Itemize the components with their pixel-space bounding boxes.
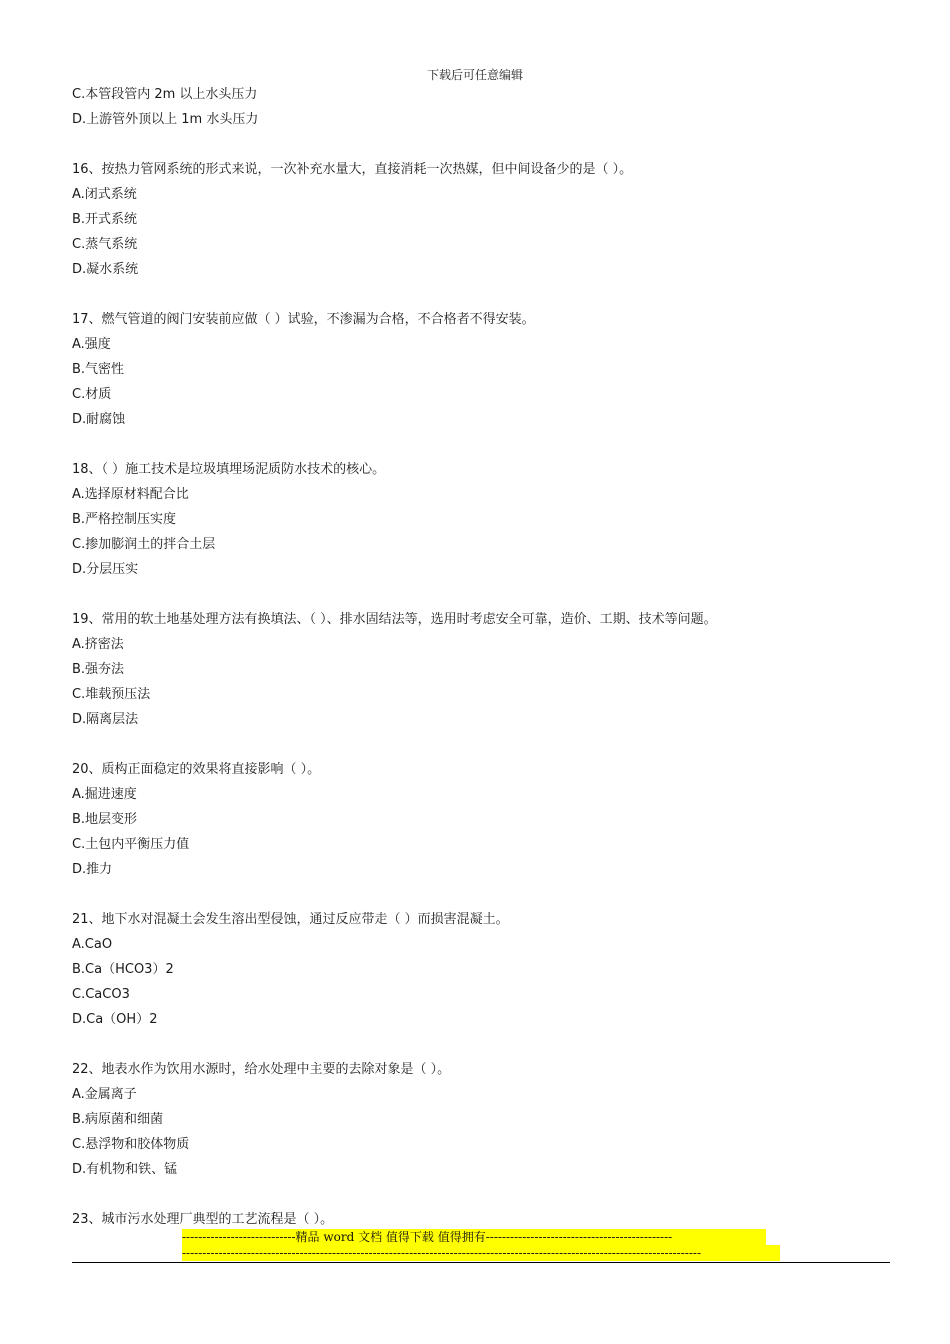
option-line: A.选择原材料配合比 (72, 487, 189, 502)
question-block (72, 309, 892, 434)
question-stem: 19、常用的软土地基处理方法有换填法、（ ）、排水固结法等，选用时考虑安全可靠，造价、工期、技术等问题。 (72, 612, 717, 627)
option-line: D.推力 (72, 862, 113, 877)
option-line: C.悬浮物和胶体物质 (72, 1137, 190, 1152)
question-stem: 18、（ ）施工技术是垃圾填埋场泥质防水技术的核心。 (72, 462, 386, 477)
question-block (72, 159, 892, 284)
option-line: B.病原菌和细菌 (72, 1112, 164, 1127)
question-stem: 22、地表水作为饮用水源时，给水处理中主要的去除对象是（ ）。 (72, 1062, 451, 1077)
footer-banner (182, 1229, 780, 1261)
question-block (72, 759, 892, 884)
document-body (72, 84, 892, 1234)
footer-divider (72, 1262, 890, 1263)
banner-line: ----------------------------精品 word 文档 值得下载 值得拥有---------------------------------------------- (182, 1229, 766, 1245)
question-block (72, 1059, 892, 1184)
option-line: D.上游管外顶以上 1m 水头压力 (72, 112, 259, 127)
option-line: A.金属离子 (72, 1087, 137, 1102)
option-line: C.本管段管内 2m 以上水头压力 (72, 87, 258, 102)
continuation-options (72, 84, 892, 134)
option-line: A.闭式系统 (72, 187, 137, 202)
option-line: A.强度 (72, 337, 111, 352)
option-line: D.凝水系统 (72, 262, 139, 277)
option-line: B.强夯法 (72, 662, 125, 677)
option-line: B.气密性 (72, 362, 125, 377)
option-line: B.严格控制压实度 (72, 512, 177, 527)
question-stem: 23、城市污水处理厂典型的工艺流程是（ ）。 (72, 1212, 334, 1227)
option-line: C.土包内平衡压力值 (72, 837, 190, 852)
option-line: C.堆载预压法 (72, 687, 151, 702)
banner-line: -------------------------------------------------------------------------------------------------------------------------------- (182, 1245, 780, 1261)
option-line: C.掺加膨润土的拌合土层 (72, 537, 216, 552)
question-list (72, 159, 892, 1234)
question-block (72, 909, 892, 1034)
option-line: C.材质 (72, 387, 112, 402)
question-block (72, 459, 892, 584)
option-line: A.CaO (72, 937, 113, 952)
question-stem: 21、地下水对混凝土会发生溶出型侵蚀，通过反应带走（ ）而损害混凝土。 (72, 912, 509, 927)
option-line: B.地层变形 (72, 812, 138, 827)
question-stem: 16、按热力管网系统的形式来说，一次补充水量大，直接消耗一次热媒，但中间设备少的是（ ）。 (72, 162, 633, 177)
option-line: B.开式系统 (72, 212, 138, 227)
question-block (72, 609, 892, 734)
option-line: C.CaCO3 (72, 987, 130, 1002)
question-stem: 17、燃气管道的阀门安装前应做（ ）试验，不渗漏为合格，不合格者不得安装。 (72, 312, 535, 327)
option-line: B.Ca（HCO3）2 (72, 962, 174, 977)
option-line: A.挤密法 (72, 637, 124, 652)
option-line: A.掘进速度 (72, 787, 137, 802)
question-stem: 20、质构正面稳定的效果将直接影响（ ）。 (72, 762, 321, 777)
page-header-note: 下载后可任意编辑 (426, 68, 523, 82)
option-line: D.分层压实 (72, 562, 139, 577)
option-line: C.蒸气系统 (72, 237, 138, 252)
option-line: D.Ca（OH）2 (72, 1012, 158, 1027)
option-line: D.有机物和铁、锰 (72, 1162, 178, 1177)
option-line: D.隔离层法 (72, 712, 139, 727)
option-line: D.耐腐蚀 (72, 412, 126, 427)
